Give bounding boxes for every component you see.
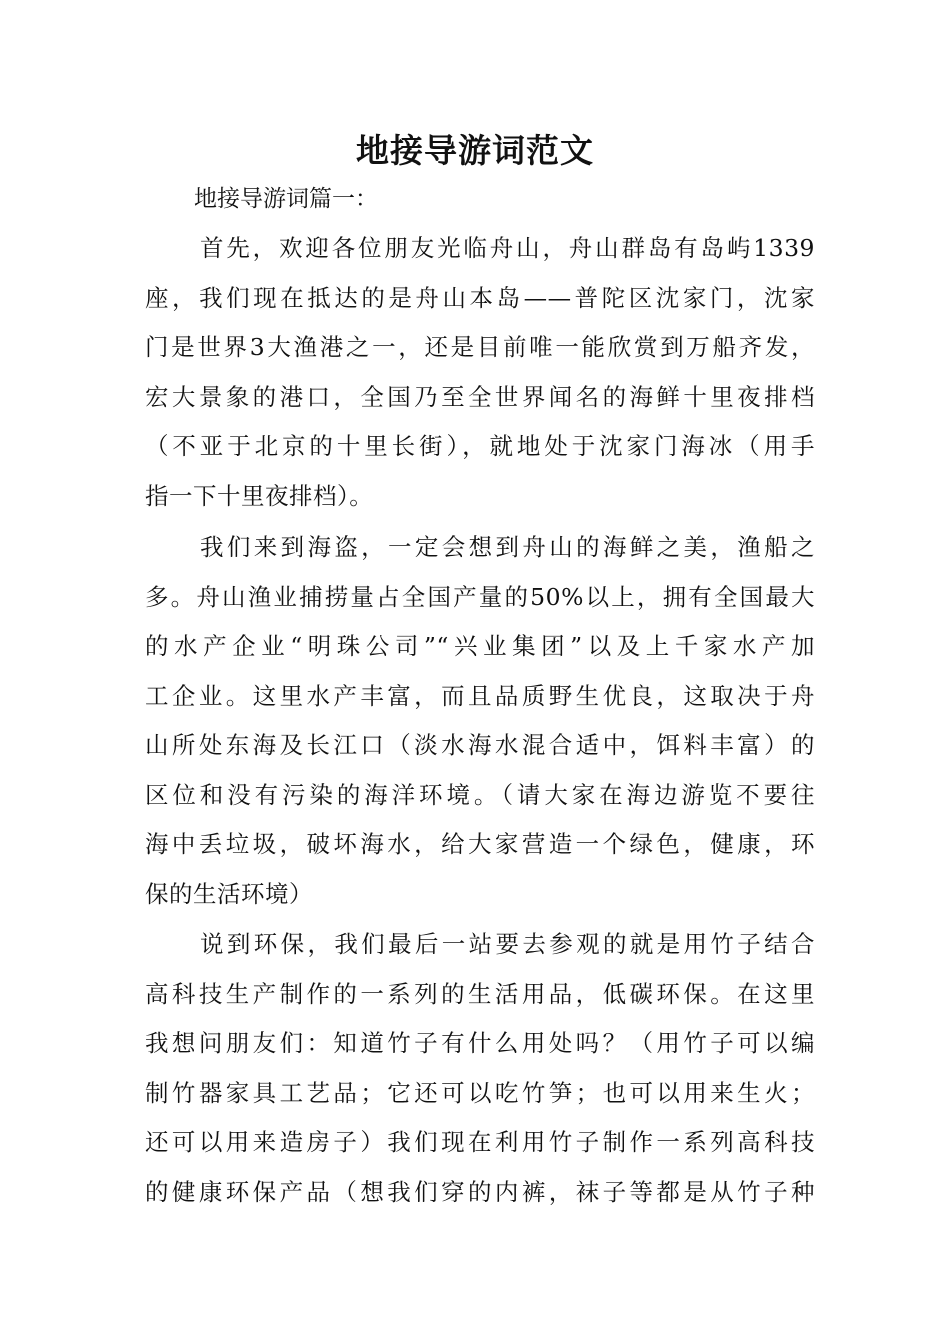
text-line: 工企业。这里水产丰富，而且品质野生优良，这取决于舟 bbox=[145, 681, 815, 710]
paragraph-3 bbox=[145, 920, 815, 1217]
text-line: 制竹器家具工艺品；它还可以吃竹笋；也可以用来生火； bbox=[145, 1078, 815, 1107]
text-line: 区位和没有污染的海洋环境。（请大家在海边游览不要往 bbox=[145, 780, 815, 809]
text-line: 还可以用来造房子）我们现在利用竹子制作一系列高科技 bbox=[145, 1128, 815, 1156]
paragraph-2 bbox=[145, 523, 815, 919]
text-line: 座，我们现在抵达的是舟山本岛——普陀区沈家门，沈家 bbox=[145, 283, 815, 312]
text-line: 山所处东海及长江口（淡水海水混合适中，饵料丰富）的 bbox=[145, 731, 815, 759]
document-title: 地接导游词范文 bbox=[356, 131, 594, 170]
text-line: 我们来到海盗，一定会想到舟山的海鲜之美，渔船之 bbox=[200, 533, 815, 561]
text-line: 我想问朋友们：知道竹子有什么用处吗？（用竹子可以编 bbox=[145, 1029, 815, 1057]
text-line: 多。舟山渔业捕捞量占全国产量的50%以上，拥有全国最大 bbox=[145, 582, 815, 611]
section-heading: 地接导游词篇一： bbox=[194, 186, 378, 212]
text-line: 的健康环保产品（想我们穿的内裤，袜子等都是从竹子种 bbox=[145, 1177, 815, 1206]
text-line: 的水产企业“明珠公司”“兴业集团”以及上千家水产加 bbox=[145, 632, 815, 660]
text-line: 门是世界3大渔港之一，还是目前唯一能欣赏到万船齐发， bbox=[145, 333, 815, 361]
text-line: 海中丢垃圾，破坏海水，给大家营造一个绿色，健康，环 bbox=[145, 830, 815, 858]
text-line: （不亚于北京的十里长街），就地处于沈家门海冰（用手 bbox=[145, 432, 815, 460]
text-line: 说到环保，我们最后一站要去参观的就是用竹子结合 bbox=[200, 930, 815, 958]
text-line: 首先，欢迎各位朋友光临舟山，舟山群岛有岛屿1339 bbox=[200, 234, 815, 262]
text-line: 宏大景象的港口，全国乃至全世界闻名的海鲜十里夜排档 bbox=[145, 382, 815, 411]
paragraph-1 bbox=[145, 224, 815, 521]
text-line: 指一下十里夜排档）。 bbox=[145, 481, 374, 510]
text-line: 高科技生产制作的一系列的生活用品，低碳环保。在这里 bbox=[145, 979, 815, 1008]
text-line: 保的生活环境） bbox=[145, 879, 313, 908]
